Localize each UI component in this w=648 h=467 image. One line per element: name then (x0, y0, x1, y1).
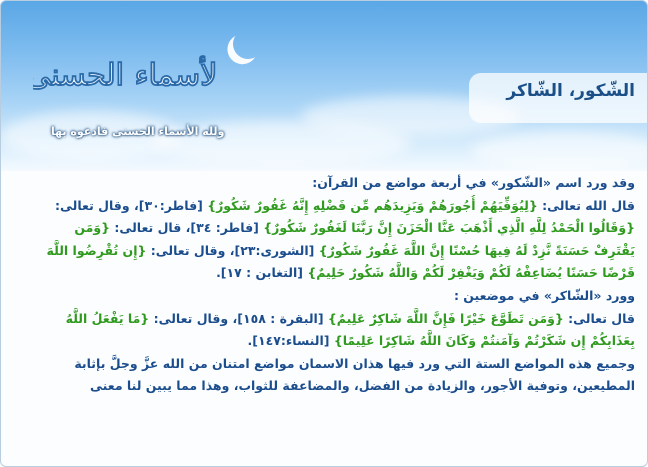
shakir-verse-2 (11, 330, 635, 353)
text-fragment: قال الله تعالى: (537, 197, 635, 213)
logo-text: الأسماء الحسنى (33, 58, 219, 93)
verse-reference: [فاطر:٣٠]، وقال تعالى: (54, 197, 208, 213)
verse-reference: [فاطر: ٣٤]، قال تعالى: (110, 220, 264, 236)
quran-verse: {إِن تُقْرِضُوا اللَّهَ (46, 242, 147, 258)
verse-reference: [التغابن : ١٧]. (216, 265, 308, 281)
quran-verse: {وَقَالُوا الْحَمْدُ لِلَّهِ الَّذِي أَذْهَبَ عَنَّا الْحَزَنَ إِنَّ رَبَّنَا لَغَفُورٌ شَكُورٌ} (263, 220, 635, 236)
cloud-decoration (471, 131, 647, 171)
conclusion-line-1: وجميع هذه المواضع الستة التي ورد فيها هذان الاسمان مواضع امتنان من الله عزَّ وجلَّ بإثابة (74, 355, 635, 371)
quran-verse: يَقْتَرِفْ حَسَنَةً نَّزِدْ لَهُ فِيهَا حُسْنًا إِنَّ اللَّهَ غَفُورٌ شَكُورٌ} (318, 242, 635, 258)
conclusion-line-2: المطيعين، وتوفية الأجور، والزيادة من الفضل، والمضاعفة للثواب، وهذا مما يبين لنا معنى (90, 378, 635, 394)
intro-shakir: وورد «الشّاكر» في موضعين : (453, 287, 635, 303)
page-title: الشّكور، الشّاكر (506, 81, 635, 101)
quran-verse: {مَا يَفْعَلُ اللَّهُ (65, 310, 150, 326)
verse-reference: [البقرة : ١٥٨]، وقال تعالى: (149, 310, 328, 326)
shakur-verse-2 (11, 217, 635, 240)
asma-husna-logo (33, 41, 219, 107)
verse-reference: [النساء:١٤٧]. (247, 333, 334, 349)
header-banner (1, 1, 647, 171)
verse-reference: [الشورى:٢٣]، وقال تعالى: (146, 242, 319, 258)
shakur-verse-4 (11, 262, 635, 285)
logo-calligraphy (33, 41, 219, 107)
article-body (11, 172, 635, 398)
quran-verse: قَرْضًا حَسَنًا يُضَاعِفْهُ لَكُمْ وَيَغْفِرْ لَكُمْ وَاللَّهُ شَكُورٌ حَلِيمٌ} (307, 265, 635, 281)
quran-verse: {وَمَن (74, 220, 111, 236)
text-fragment: قال تعالى: (563, 310, 635, 326)
shakir-verse-1 (11, 308, 635, 331)
shakur-verse-1 (11, 195, 635, 218)
quran-verse: {لِيُوَفِّيَهُمْ أُجُورَهُمْ وَيَزِيدَهُم مِّن فَضْلِهِ إِنَّهُ غَفُورٌ شَكُورٌ} (207, 197, 538, 213)
quran-verse: بِعَذَابِكُمْ إِن شَكَرْتُمْ وَآمَنتُمْ وَكَانَ اللَّهُ شَاكِرًا عَلِيمًا} (333, 333, 635, 349)
quran-verse: {وَمَن تَطَوَّعَ خَيْرًا فَإِنَّ اللَّهَ شَاكِرٌ عَلِيمٌ} (327, 310, 564, 326)
crescent-moon-icon (229, 25, 267, 63)
intro-shakur: وقد ورد اسم «الشّكور» في أربعة مواضع من القرآن: (312, 175, 635, 190)
shakur-verse-3 (11, 240, 635, 263)
logo-subtitle: ولله الأسماء الحسنى فادعوه بها (51, 125, 225, 138)
